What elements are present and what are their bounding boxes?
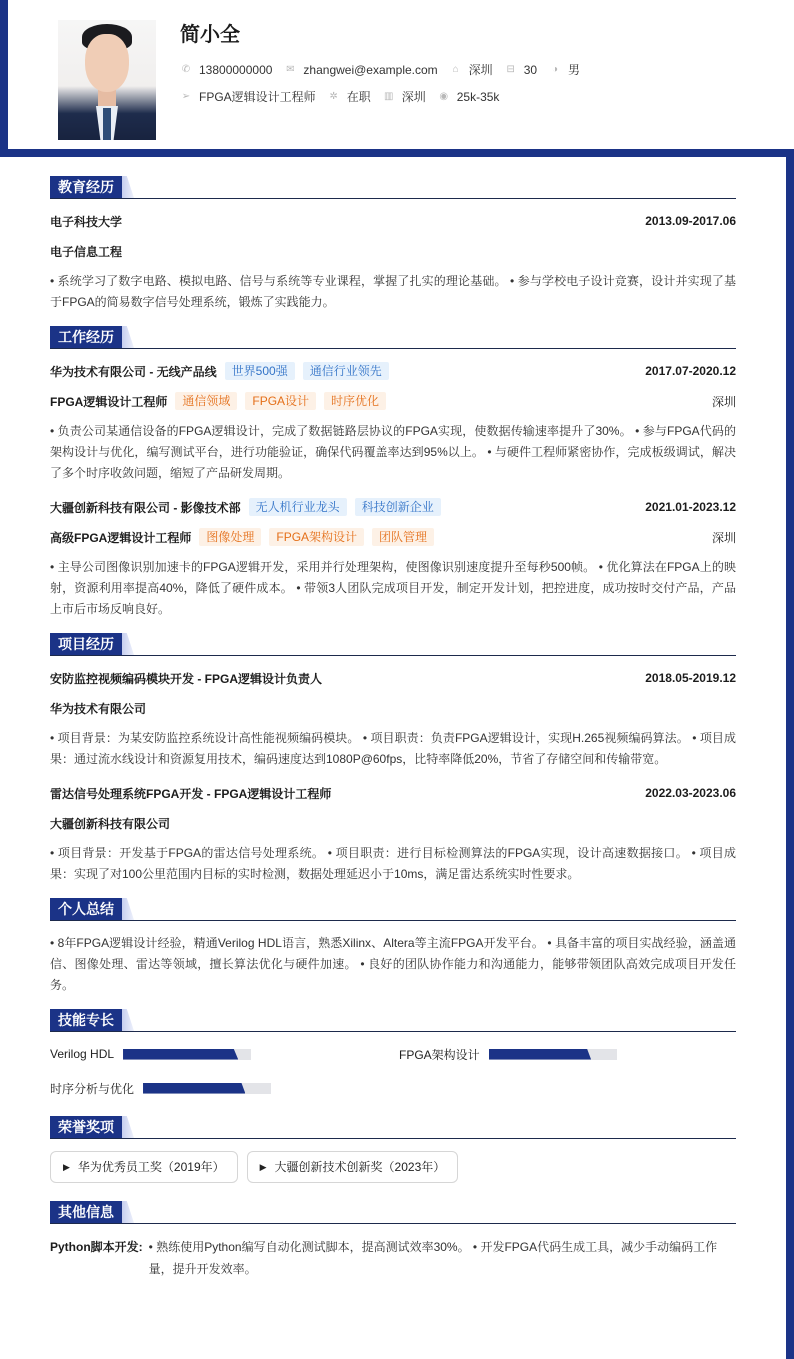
project-name: 雷达信号处理系统FPGA开发 - FPGA逻辑设计工程师 (50, 786, 332, 801)
section-title: 项目经历 (50, 633, 122, 655)
section-title: 荣誉奖项 (50, 1116, 122, 1138)
company-tag: 无人机行业龙头 (249, 498, 347, 516)
section-skills (50, 1009, 736, 1098)
project-name-row (50, 783, 736, 803)
resume-header (8, 0, 794, 149)
other-info-row (50, 1236, 736, 1280)
work-city: 深圳 (711, 530, 736, 545)
section-title: 教育经历 (50, 176, 122, 198)
mail-icon: ✉ (286, 63, 295, 75)
skill-item (50, 1078, 399, 1098)
summary-description: • 8年FPGA逻辑设计经验，精通Verilog HDL语言，熟悉Xilinx、Altera等主流FPGA开发平台。 • 具备丰富的项目实战经验，涵盖通信、图像处理、雷达等领域，擅长算法优化与硬件加速。 • 良好的团队协作能力和沟通能力，能够带领团队高效完成项目开发任务。 (50, 936, 736, 992)
skill-item (50, 1044, 399, 1064)
company-tag: 科技创新企业 (355, 498, 441, 516)
company-tag: 世界500强 (225, 362, 295, 380)
education-period: 2013.09-2017.06 (645, 214, 736, 228)
contact-email: ✉ zhangwei@example.com (286, 62, 438, 77)
section-projects (50, 633, 736, 885)
education-row (50, 211, 736, 231)
company-tag: 通信行业领先 (303, 362, 389, 380)
intent-city: ▥ 深圳 (383, 90, 426, 104)
age-icon: ⊟ (506, 63, 515, 75)
other-info-label: Python脚本开发: (50, 1240, 143, 1254)
education-description: • 系统学习了数字电路、模拟电路、信号与系统等专业课程，掌握了扎实的理论基础。 • 参与学校电子设计竞赛，设计并实现了基于FPGA的简易数字信号处理系统，锻炼了实践能力。 (50, 274, 736, 309)
work-role-row (50, 391, 736, 411)
skills-grid (50, 1044, 736, 1098)
skill-label: FPGA架构设计 (399, 1047, 480, 1062)
send-icon: ➢ (181, 90, 191, 102)
section-title: 其他信息 (50, 1201, 122, 1223)
project-company-row (50, 698, 736, 718)
project-name-row (50, 668, 736, 688)
company-name: 大疆创新科技有限公司 - 影像技术部 (50, 500, 241, 515)
project-description: • 项目背景：开发基于FPGA的雷达信号处理系统。 • 项目职责：进行目标检测算法的FPGA实现，设计高速数据接口。 • 项目成果：实现了对100公里范围内目标的实时检测，数据处理延迟小于10ms，满足雷达系统实时性要求。 (50, 846, 736, 881)
intent-row (180, 88, 511, 105)
award-item: ▶ 大疆创新技术创新奖（2023年） (247, 1151, 459, 1183)
section-awards (50, 1116, 736, 1183)
section-title: 工作经历 (50, 326, 122, 348)
role-tag: 图像处理 (199, 528, 261, 546)
skill-bar (489, 1049, 617, 1060)
skill-item (399, 1044, 736, 1064)
section-education (50, 176, 736, 313)
work-company-row (50, 497, 736, 517)
work-description: • 负责公司某通信设备的FPGA逻辑设计，完成了数据链路层协议的FPGA实现，使数据传输速率提升了30%。 • 参与FPGA代码的架构设计与优化，编写测试平台，进行功能验证，确保代码覆盖率达到95%以上。 • 与硬件工程师紧密协作，完成板级调试，解决了多个时序收敛问题，缩短了产品研发周期。 (50, 424, 736, 480)
role-tag: 时序优化 (324, 392, 386, 410)
major-name: 电子信息工程 (50, 244, 123, 259)
section-other (50, 1201, 736, 1280)
project-company-row (50, 813, 736, 833)
work-item (50, 361, 736, 484)
phone-icon: ✆ (181, 63, 191, 75)
section-header (50, 898, 736, 921)
triangle-right-icon: ▶ (63, 1162, 70, 1172)
intent-salary: ◉ 25k-35k (439, 89, 500, 104)
major-row (50, 241, 736, 261)
work-period: 2017.07-2020.12 (645, 364, 736, 378)
awards-list (50, 1151, 736, 1183)
work-role-row (50, 527, 736, 547)
home-icon: ⌂ (452, 63, 459, 75)
status-icon: ✲ (329, 90, 338, 102)
contact-city: ⌂ 深圳 (450, 61, 493, 78)
skill-label: 时序分析与优化 (50, 1081, 135, 1096)
profile-photo (58, 20, 156, 140)
role-tag: FPGA设计 (245, 392, 316, 410)
frame-right-border (786, 149, 794, 1359)
section-header (50, 1116, 736, 1139)
triangle-right-icon: ▶ (259, 1162, 267, 1172)
school-name: 电子科技大学 (50, 214, 123, 229)
award-item: ▶ 华为优秀员工奖（2019年） (50, 1151, 238, 1183)
header-bottom-border (0, 149, 794, 157)
section-title: 个人总结 (50, 898, 122, 920)
skill-bar (143, 1083, 271, 1094)
other-info-text: • 熟练使用Python编写自动化测试脚本，提高测试效率30%。 • 开发FPGA代码生成工具，减少手动编码工作量，提升开发效率。 (148, 1240, 718, 1276)
work-company-row (50, 361, 736, 381)
work-period: 2021.01-2023.12 (645, 500, 736, 514)
role-tag: 团队管理 (372, 528, 434, 546)
project-company: 大疆创新科技有限公司 (50, 816, 171, 831)
resume-body (50, 176, 736, 1280)
company-name: 华为技术有限公司 - 无线产品线 (50, 364, 217, 379)
intent-status: ✲ 在职 (329, 90, 371, 104)
work-description: • 主导公司图像识别加速卡的FPGA逻辑开发，采用并行处理架构，使图像识别速度提升至每秒500帧。 • 优化算法在FPGA上的映射，资源利用率提高40%，降低了硬件成本。 • 带领3人团队完成项目开发，制定开发计划，把控进度，成功按时交付产品，产品上市后市场反响良好。 (50, 560, 736, 616)
intent-position: ➢ FPGA逻辑设计工程师 (181, 90, 316, 104)
section-header (50, 1009, 736, 1032)
section-header (50, 326, 736, 349)
work-item (50, 497, 736, 620)
skill-bar-fill (143, 1083, 245, 1094)
project-period: 2022.03-2023.06 (645, 786, 736, 800)
work-city: 深圳 (711, 394, 736, 409)
role-tag: 通信领域 (175, 392, 237, 410)
role-tag: FPGA架构设计 (269, 528, 364, 546)
skill-bar (123, 1049, 251, 1060)
project-company: 华为技术有限公司 (50, 701, 147, 716)
project-name: 安防监控视频编码模块开发 - FPGA逻辑设计负责人 (50, 671, 322, 686)
contact-gender: ◑ 男 (549, 61, 580, 78)
project-item (50, 783, 736, 885)
contact-row (180, 61, 592, 78)
role-title: 高级FPGA逻辑设计工程师 (50, 530, 192, 545)
gender-icon: ◑ (552, 63, 559, 75)
role-title: FPGA逻辑设计工程师 (50, 394, 168, 409)
section-summary (50, 898, 736, 996)
project-description: • 项目背景：为某安防监控系统设计高性能视频编码模块。 • 项目职责：负责FPGA逻辑设计，实现H.265视频编码算法。 • 项目成果：通过流水线设计和资源复用技术，编码速度达到1080P@60fps，比特率降低20%，节省了存储空间和传输带宽。 (50, 731, 736, 766)
section-work (50, 326, 736, 620)
project-period: 2018.05-2019.12 (645, 671, 736, 685)
contact-age: ⊟ 30 (506, 62, 538, 77)
skill-bar-fill (123, 1049, 238, 1060)
skill-bar-fill (489, 1049, 591, 1060)
candidate-name: 简小全 (180, 24, 240, 46)
building-icon: ▥ (383, 90, 394, 102)
frame-left-border (0, 0, 8, 157)
section-header (50, 633, 736, 656)
section-header (50, 1201, 736, 1224)
salary-icon: ◉ (439, 90, 449, 102)
contact-phone: ✆ 13800000000 (181, 62, 273, 77)
section-header (50, 176, 736, 199)
section-title: 技能专长 (50, 1009, 122, 1031)
skill-label: Verilog HDL (50, 1047, 115, 1061)
project-item (50, 668, 736, 770)
